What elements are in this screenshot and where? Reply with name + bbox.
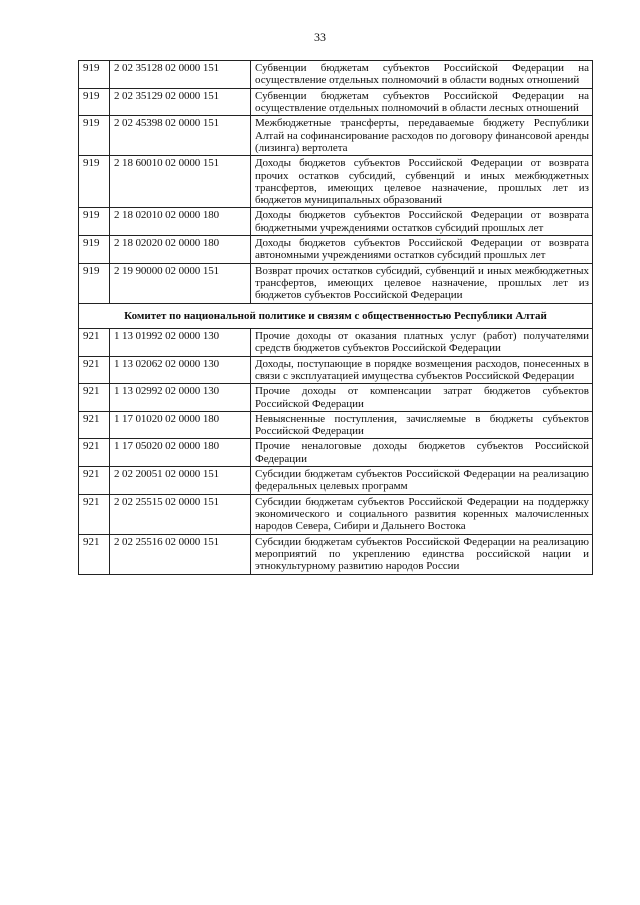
table-row — [79, 467, 593, 495]
kbk-code-cell: 1 13 02062 02 0000 130 — [110, 356, 251, 384]
section-header-row — [79, 303, 593, 328]
revenue-name-cell: Доходы бюджетов субъектов Российской Федерации от возврата прочих остатков субсидий, субвенций и иных межбюджетных трансфертов, имеющих целевое назначение, прошлых лет из бюджетов муниципальных образований — [251, 156, 593, 208]
revenue-name-cell: Субсидии бюджетам субъектов Российской Федерации на реализацию федеральных целевых программ — [251, 467, 593, 495]
table-row — [79, 116, 593, 156]
admin-code-cell: 921 — [79, 328, 110, 356]
admin-code-cell: 919 — [79, 88, 110, 116]
table-row — [79, 384, 593, 412]
revenue-name-cell: Субсидии бюджетам субъектов Российской Федерации на поддержку экономического и социального развития коренных малочисленных народов Севера, Сибири и Дальнего Востока — [251, 494, 593, 534]
kbk-code-cell: 2 02 35129 02 0000 151 — [110, 88, 251, 116]
section-title: Комитет по национальной политике и связям с общественностью Республики Алтай — [79, 303, 593, 328]
revenue-name-cell: Прочие неналоговые доходы бюджетов субъектов Российской Федерации — [251, 439, 593, 467]
admin-code-cell: 921 — [79, 356, 110, 384]
admin-code-cell: 921 — [79, 534, 110, 574]
kbk-code-cell: 1 17 01020 02 0000 180 — [110, 411, 251, 439]
admin-code-cell: 921 — [79, 384, 110, 412]
admin-code-cell: 919 — [79, 263, 110, 303]
revenue-name-cell: Прочие доходы от оказания платных услуг (работ) получателями средств бюджетов субъектов Российской Федерации — [251, 328, 593, 356]
admin-code-cell: 919 — [79, 208, 110, 236]
kbk-code-cell: 2 02 45398 02 0000 151 — [110, 116, 251, 156]
table-row — [79, 494, 593, 534]
admin-code-cell: 921 — [79, 467, 110, 495]
admin-code-cell: 919 — [79, 116, 110, 156]
table-row — [79, 208, 593, 236]
admin-code-cell: 921 — [79, 411, 110, 439]
revenue-name-cell: Субсидии бюджетам субъектов Российской Федерации на реализацию мероприятий по укреплению единства российской нации и этнокультурному развитию народов России — [251, 534, 593, 574]
revenue-name-cell: Доходы бюджетов субъектов Российской Федерации от возврата автономными учреждениями остатков субсидий прошлых лет — [251, 236, 593, 264]
table-row — [79, 263, 593, 303]
table-row — [79, 356, 593, 384]
kbk-code-cell: 2 02 35128 02 0000 151 — [110, 61, 251, 89]
kbk-code-cell: 2 18 60010 02 0000 151 — [110, 156, 251, 208]
admin-code-cell: 921 — [79, 439, 110, 467]
table-row — [79, 439, 593, 467]
revenue-name-cell: Невыясненные поступления, зачисляемые в бюджеты субъектов Российской Федерации — [251, 411, 593, 439]
revenue-name-cell: Субвенции бюджетам субъектов Российской Федерации на осуществление отдельных полномочий в области водных отношений — [251, 61, 593, 89]
table-row — [79, 156, 593, 208]
page-number: 33 — [314, 30, 326, 44]
table-row — [79, 328, 593, 356]
kbk-code-cell: 2 18 02020 02 0000 180 — [110, 236, 251, 264]
kbk-code-cell: 2 02 25515 02 0000 151 — [110, 494, 251, 534]
table-row — [79, 411, 593, 439]
revenue-name-cell: Доходы бюджетов субъектов Российской Федерации от возврата бюджетными учреждениями остатков субсидий прошлых лет — [251, 208, 593, 236]
kbk-code-cell: 2 19 90000 02 0000 151 — [110, 263, 251, 303]
kbk-code-cell: 1 17 05020 02 0000 180 — [110, 439, 251, 467]
kbk-code-cell: 2 02 20051 02 0000 151 — [110, 467, 251, 495]
revenue-name-cell: Субвенции бюджетам субъектов Российской Федерации на осуществление отдельных полномочий в области лесных отношений — [251, 88, 593, 116]
admin-code-cell: 919 — [79, 236, 110, 264]
kbk-code-cell: 1 13 01992 02 0000 130 — [110, 328, 251, 356]
table-row — [79, 534, 593, 574]
revenue-name-cell: Межбюджетные трансферты, передаваемые бюджету Республики Алтай на софинансирование расходов по договору финансовой аренды (лизинга) вертолета — [251, 116, 593, 156]
table-row — [79, 236, 593, 264]
budget-revenue-table — [78, 60, 593, 575]
table-row — [79, 61, 593, 89]
revenue-name-cell: Доходы, поступающие в порядке возмещения расходов, понесенных в связи с эксплуатацией имущества субъектов Российской Федерации — [251, 356, 593, 384]
admin-code-cell: 921 — [79, 494, 110, 534]
revenue-name-cell: Возврат прочих остатков субсидий, субвенций и иных межбюджетных трансфертов, имеющих целевое назначение, прошлых лет из бюджетов субъектов Российской Федерации — [251, 263, 593, 303]
kbk-code-cell: 2 02 25516 02 0000 151 — [110, 534, 251, 574]
admin-code-cell: 919 — [79, 156, 110, 208]
revenue-name-cell: Прочие доходы от компенсации затрат бюджетов субъектов Российской Федерации — [251, 384, 593, 412]
admin-code-cell: 919 — [79, 61, 110, 89]
kbk-code-cell: 1 13 02992 02 0000 130 — [110, 384, 251, 412]
kbk-code-cell: 2 18 02010 02 0000 180 — [110, 208, 251, 236]
table-row — [79, 88, 593, 116]
